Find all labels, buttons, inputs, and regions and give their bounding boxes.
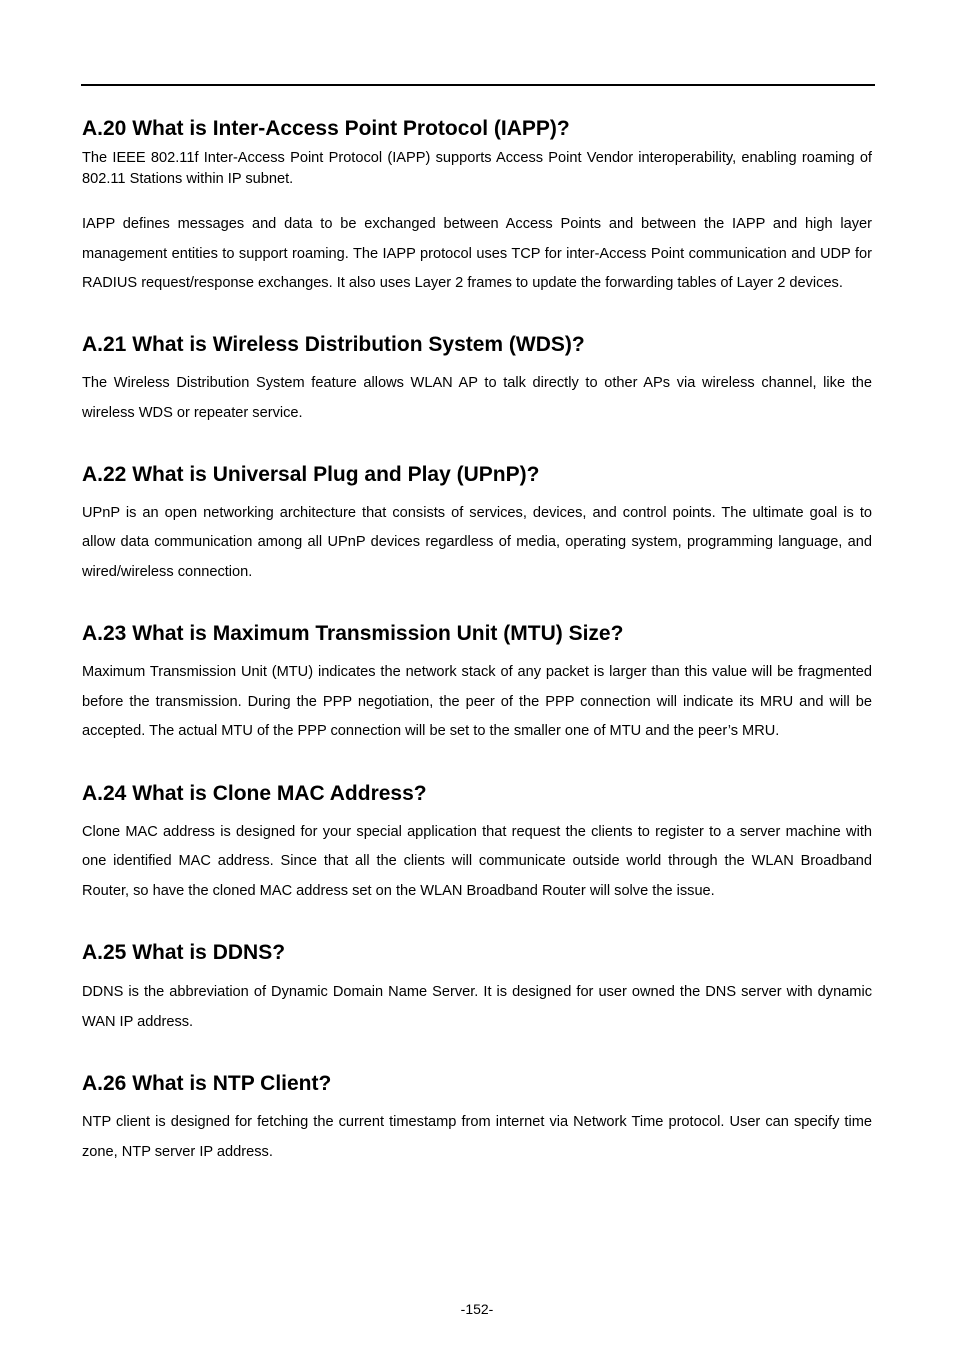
section-a26-paragraph-1: NTP client is designed for fetching the current timestamp from internet via Network Time protocol. User can specify time zone, NTP server IP address. — [82, 1114, 872, 1160]
section-a25-paragraph-1: DDNS is the abbreviation of Dynamic Domain Name Server. It is designed for user owned the DNS server with dynamic WAN IP address. — [82, 984, 872, 1030]
page-number: -152- — [460, 1301, 494, 1317]
section-title-a23: A.23 What is Maximum Transmission Unit (MTU) Size? — [82, 622, 624, 645]
section-a22-paragraph-1: UPnP is an open networking architecture that consists of services, devices, and control points. The ultimate goal is to allow data communication among all UPnP devices regardless of media, operating system, programming language, and wired/wireless connection. — [82, 504, 872, 580]
section-title-a22: A.22 What is Universal Plug and Play (UPnP)? — [82, 462, 540, 486]
section-a21-paragraph-1: The Wireless Distribution System feature allows WLAN AP to talk directly to other APs via wireless channel, like the wireless WDS or repeater service. — [82, 374, 872, 421]
section-a24-paragraph-1: Clone MAC address is designed for your special application that request the clients to register to a server machine with one identified MAC address. Since that all the clients will communicate outside world through the WLAN Broadband Router, so have the cloned MAC address set on the WLAN Broadband Router will solve the issue. — [82, 823, 872, 899]
section-a23-paragraph-1: Maximum Transmission Unit (MTU) indicates the network stack of any packet is larger than this value will be fragmented before the transmission. During the PPP negotiation, the peer of the PPP connection will indicate its MRU and will be accepted. The actual MTU of the PPP connection will be set to the smaller one of MTU and the peer’s MRU. — [82, 664, 872, 739]
section-a20-paragraph-2: IAPP defines messages and data to be exchanged between Access Points and between the IAPP and high layer management entities to support roaming. The IAPP protocol uses TCP for inter-Access Point communication and UDP for RADIUS request/response exchanges. It also uses Layer 2 frames to update the forwarding tables of Layer 2 devices. — [82, 216, 872, 291]
header-rule — [81, 84, 875, 86]
section-title-a26: A.26 What is NTP Client? — [82, 1072, 332, 1095]
section-title-a24: A.24 What is Clone MAC Address? — [82, 781, 427, 805]
page-content — [82, 114, 872, 1167]
section-title-a20: A.20 What is Inter-Access Point Protocol (IAPP)? — [82, 117, 570, 140]
section-title-a21: A.21 What is Wireless Distribution System (WDS)? — [82, 332, 585, 356]
section-title-a25: A.25 What is DDNS? — [82, 941, 286, 964]
section-a20-paragraph-1: The IEEE 802.11f Inter-Access Point Protocol (IAPP) supports Access Point Vendor interoperability, enabling roaming of 802.11 Stations within IP subnet. — [82, 150, 872, 187]
